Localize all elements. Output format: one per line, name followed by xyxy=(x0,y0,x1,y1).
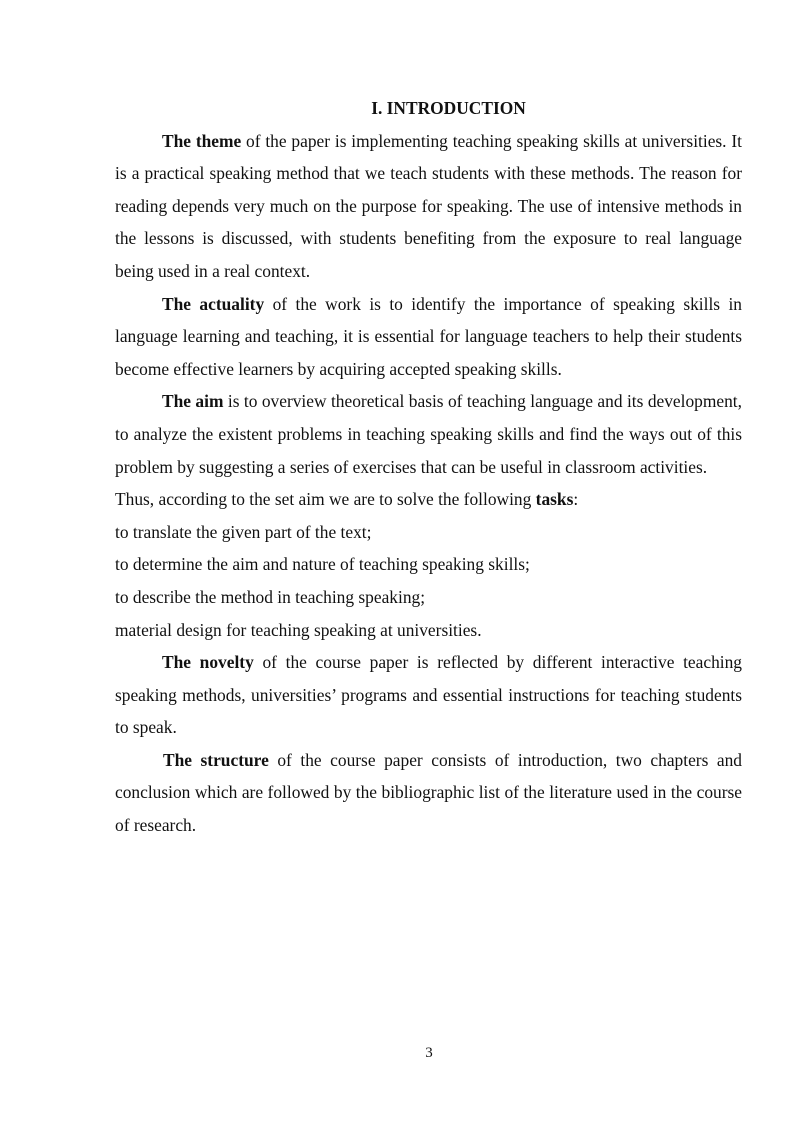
actuality-lead: The actuality xyxy=(162,293,265,314)
novelty-text: of the course paper is reflected by different interactive teaching speaking methods, universities’ programs and essential instructions for teaching students to speak. xyxy=(115,652,742,738)
tasks-intro xyxy=(115,483,742,516)
page-number: 3 xyxy=(425,1045,433,1061)
task-item: to translate the given part of the text; xyxy=(115,521,372,542)
paragraph-structure xyxy=(115,744,742,842)
task-item: to describe the method in teaching speaking; xyxy=(115,586,426,607)
tasks-intro-bold: tasks xyxy=(535,489,574,510)
novelty-lead: The novelty xyxy=(162,652,254,673)
tasks-intro-before: Thus, according to the set aim we are to solve the following xyxy=(115,489,536,510)
section-heading: I. INTRODUCTION xyxy=(371,98,526,118)
page-body xyxy=(115,92,742,842)
theme-lead: The theme xyxy=(162,130,242,151)
structure-lead: The structure xyxy=(163,749,269,770)
aim-lead: The aim xyxy=(162,391,224,412)
tasks-intro-after: : xyxy=(573,489,579,510)
paragraph-novelty xyxy=(115,646,742,744)
task-item: to determine the aim and nature of teaching speaking skills; xyxy=(115,554,530,575)
aim-text: is to overview theoretical basis of teaching language and its development, to analyze the existent problems in teaching speaking skills and find the ways out of this problem by suggesting a series of exercises that can be useful in classroom activities. xyxy=(115,391,742,477)
paragraph-actuality xyxy=(115,288,742,386)
paragraph-aim xyxy=(115,385,742,483)
structure-text: of the course paper consists of introduction, two chapters and conclusion which are followed by the bibliographic list of the literature used in the course of research. xyxy=(115,749,742,836)
theme-text: of the paper is implementing teaching speaking skills at universities. It is a practical speaking method that we teach students with these methods. The reason for reading depends very much on the purpose for speaking. The use of intensive methods in the lessons is discussed, with students benefiting from the exposure to real language being used in a real context. xyxy=(115,130,742,281)
task-item: material design for teaching speaking at universities. xyxy=(115,619,482,640)
actuality-text: of the work is to identify the importance of speaking skills in language learning and teaching, it is essential for language teachers to help their students become effective learners by acquiring accepted speaking skills. xyxy=(115,293,742,379)
paragraph-theme xyxy=(115,125,742,288)
